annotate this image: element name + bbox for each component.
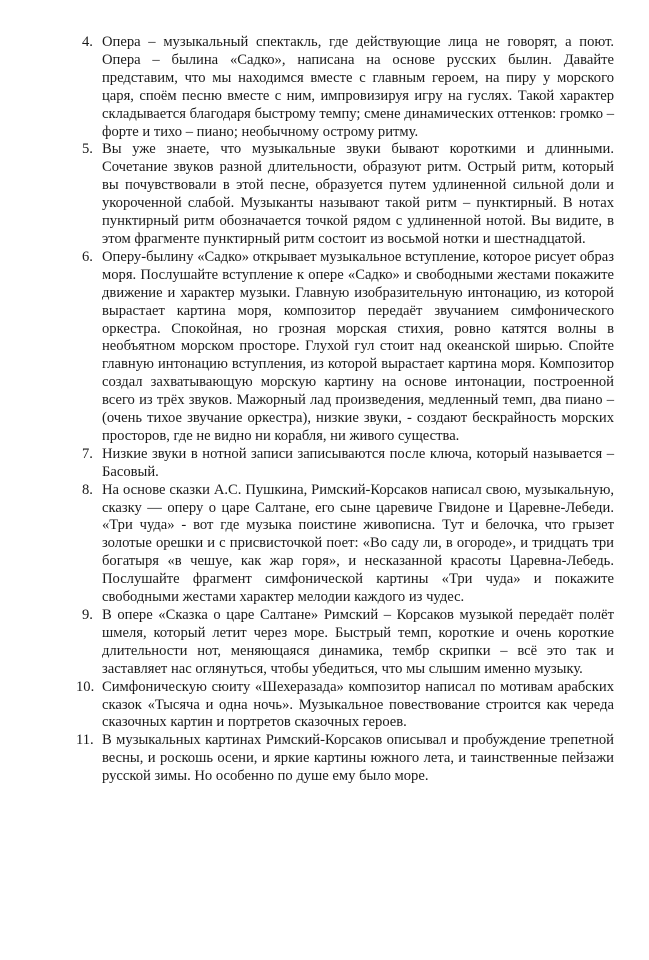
- item-text: На основе сказки А.С. Пушкина, Римский-Корсаков написал свою, музыкальную, сказку — оперу о царе Салтане, его сыне царевиче Гвидоне и Царевне-Лебеди. «Три чуда» - вот где музыка поистине живописна. Тут и белочка, что грызет золотые орешки и с присвисточкой поет: «Во саду ли, в огороде», и тридцать три богатыря «в чешуе, как жар горя», и несказанной красоты Царевна-Лебедь. Послушайте фрагмент симфонической картины «Три чуда» и покажите свободными жестами характер мелодии каждого из чудес.: [102, 481, 614, 606]
- list-item: [82, 446, 614, 482]
- item-number: 7.: [82, 445, 93, 462]
- item-text: Низкие звуки в нотной записи записываются после ключа, который называется – Басовый.: [102, 445, 614, 480]
- list-item: [82, 482, 614, 607]
- item-number: 5.: [82, 141, 93, 158]
- item-text: Опера – музыкальный спектакль, где действующие лица не говорят, а поют. Опера – былина «Садко», написана на основе русских былин. Давайте представим, что мы находимся вместе с главным героем, на пиру у морского царя, споём песню вместе с ним, импровизируя игру на гуслях. Такой характер складывается благодаря быстрому темпу; смене динамических оттенков: громко – форте и тихо – пиано; необычному острому ритму.: [102, 34, 614, 140]
- list-item: [76, 732, 614, 786]
- item-number: 6.: [82, 248, 93, 265]
- item-text: Вы уже знаете, что музыкальные звуки бывают короткими и длинными. Сочетание звуков разной длительности, образуют ритм. Острый ритм, который вы почувствовали в этой песне, образуется путем удлиненной сильной доли и укороченной слабой. Музыканты называют такой ритм – пунктирный. В нотах пунктирный ритм обозначается точкой рядом с удлиненной нотой. Вы видите, в этом фрагменте пунктирный ритм состоит из восьмой нотки и шестнадцатой.: [102, 141, 614, 247]
- list-item: [82, 249, 614, 446]
- item-number: 4.: [82, 34, 93, 50]
- item-number: 9.: [82, 607, 93, 623]
- numbered-list: [76, 34, 614, 786]
- item-text: В опере «Сказка о царе Салтане» Римский – Корсаков музыкой передаёт полёт шмеля, который летит через море. Быстрый темп, короткие и очень короткие длительности нот, меняющаяся динамика, тембр скрипки – всё это так и заставляет нас оглянуться, чтобы убедиться, что мы слышим именно музыку.: [102, 607, 614, 677]
- item-text: Симфоническую сюиту «Шехеразада» композитор написал по мотивам арабских сказок «Тысяча и одна ночь». Музыкальное повествование строится как череда сказочных картин и портретов сказочных героев.: [102, 678, 614, 731]
- item-number: 10.: [76, 678, 95, 695]
- list-item: [82, 607, 614, 679]
- item-number: 11.: [76, 732, 94, 749]
- item-number: 8.: [82, 481, 93, 498]
- list-item: [82, 141, 614, 248]
- list-item: [82, 34, 614, 141]
- list-item: [76, 678, 614, 733]
- item-text: В музыкальных картинах Римский-Корсаков описывал и пробуждение трепетной весны, и роскошь осени, и яркие картины южного лета, и таинственные пейзажи русской зимы. Но особенно по душе ему было море.: [102, 732, 614, 785]
- item-text: Оперу-былину «Садко» открывает музыкальное вступление, которое рисует образ моря. Послушайте вступление к опере «Садко» и свободными жестами покажите движение и характер музыки. Главную изобразительную интонацию, из которой вырастает картина моря, композитор передаёт звучанием симфонического оркестра. Спокойная, но грозная морская стихия, ровно катятся волны в необъятном морском просторе. Глухой гул стоит над океанской ширью. Спойте главную интонацию вступления, из которой вырастает картина моря. Композитор создал захватывающую морскую картину на основе интонации, построенной всего из трёх звуков. Мажорный лад произведения, медленный темп, два пиано – (очень тихое звучание оркестра), низкие звуки, - создают бескрайность морских просторов, где не видно ни корабля, ни живого существа.: [102, 248, 614, 444]
